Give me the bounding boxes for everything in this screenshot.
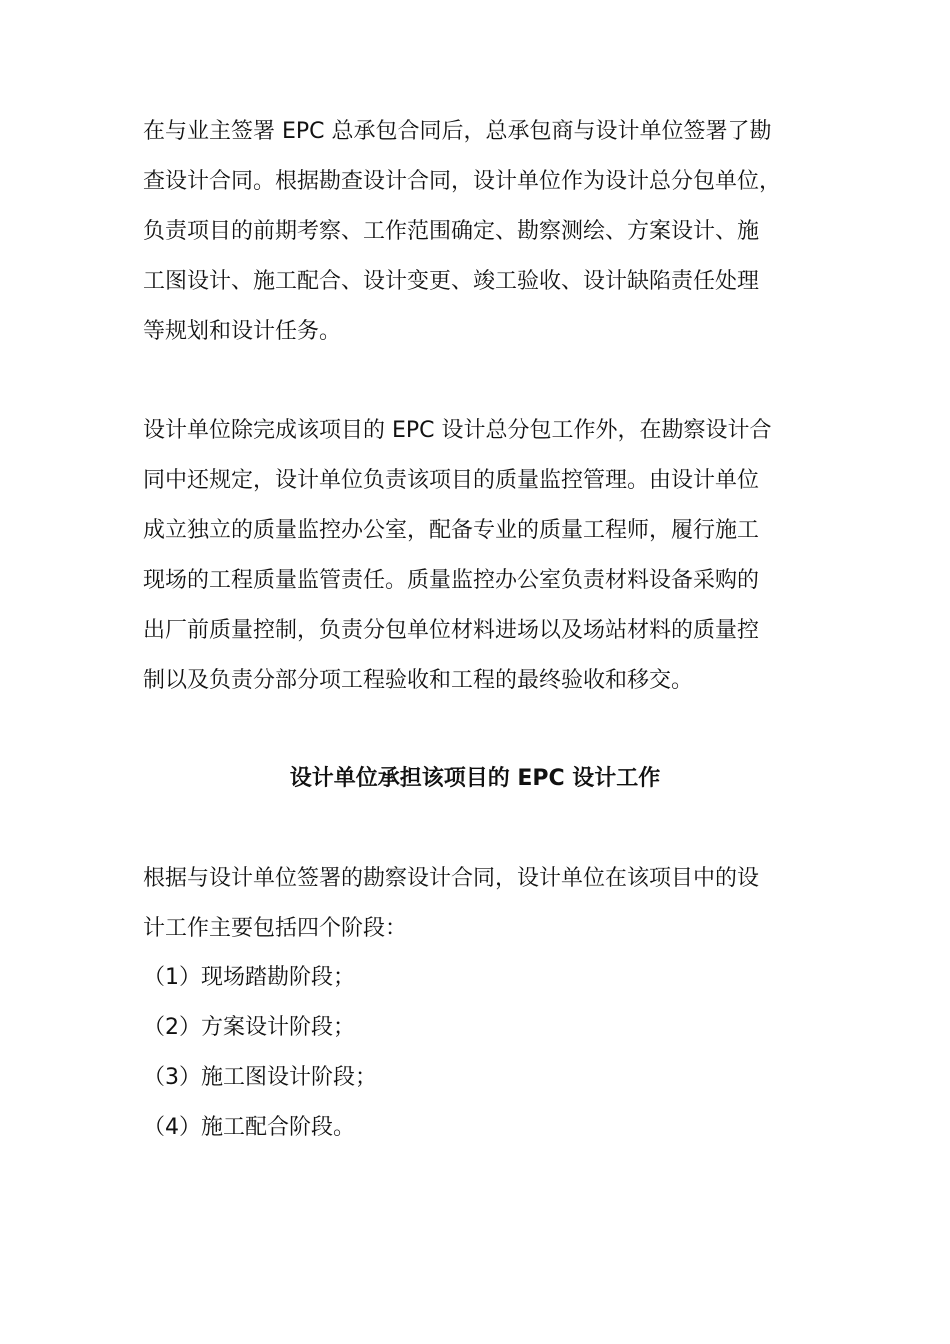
stage-item-4: （4）施工配合阶段。 (143, 1115, 355, 1140)
paragraph-2-line-4: 现场的工程质量监管责任。质量监控办公室负责材料设备采购的 (143, 568, 760, 593)
stage-item-2: （2）方案设计阶段； (143, 1015, 355, 1040)
paragraph-1-line-3: 负责项目的前期考察、工作范围确定、勘察测绘、方案设计、施 (143, 219, 760, 244)
section-heading: 设计单位承担该项目的 EPC 设计工作 (289, 766, 661, 791)
paragraph-1-line-5: 等规划和设计任务。 (143, 319, 342, 344)
paragraph-2-line-1: 设计单位除完成该项目的 EPC 设计总分包工作外，在勘察设计合 (143, 418, 772, 443)
paragraph-2-line-2: 同中还规定，设计单位负责该项目的质量监控管理。由设计单位 (143, 468, 760, 493)
stage-item-1: （1）现场踏勘阶段； (143, 965, 355, 990)
paragraph-2-line-3: 成立独立的质量监控办公室，配备专业的质量工程师，履行施工 (143, 518, 760, 543)
paragraph-1-line-2: 查设计合同。根据勘查设计合同，设计单位作为设计总分包单位， (143, 169, 782, 194)
paragraph-1-line-1: 在与业主签署 EPC 总承包合同后，总承包商与设计单位签署了勘 (143, 119, 772, 144)
paragraph-3-line-2: 计工作主要包括四个阶段： (143, 916, 408, 941)
paragraph-2-line-5: 出厂前质量控制，负责分包单位材料进场以及场站材料的质量控 (143, 618, 760, 643)
paragraph-3-line-1: 根据与设计单位签署的勘察设计合同，设计单位在该项目中的设 (143, 866, 760, 891)
stage-item-3: （3）施工图设计阶段； (143, 1065, 377, 1090)
paragraph-2-line-6: 制以及负责分部分项工程验收和工程的最终验收和移交。 (143, 668, 694, 693)
paragraph-1-line-4: 工图设计、施工配合、设计变更、竣工验收、设计缺陷责任处理 (143, 269, 760, 294)
